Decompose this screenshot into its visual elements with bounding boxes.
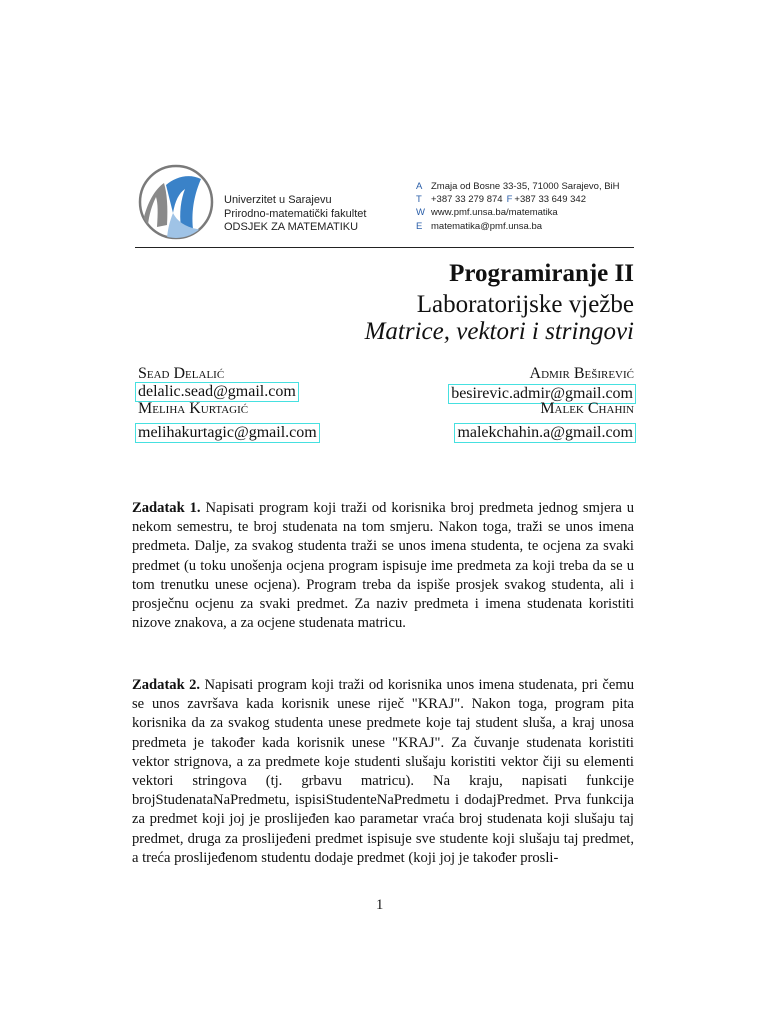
- university-line-3: ODSJEK ZA MATEMATIKU: [224, 221, 359, 233]
- phone-key: T: [416, 194, 422, 206]
- task-1: [132, 499, 634, 633]
- university-line-2: Prirodno-matematički fakultet: [224, 207, 367, 220]
- university-line-1: Univerzitet u Sarajevu: [224, 194, 332, 206]
- author-name-4: Malek Chahin: [540, 400, 634, 417]
- university-logo: [137, 163, 215, 241]
- task-2-label: Zadatak 2.: [132, 677, 201, 693]
- fax-text: +387 33 649 342: [514, 194, 586, 206]
- author-name-2: Admir Beširević: [529, 365, 634, 382]
- contact-address-row: [416, 180, 620, 193]
- contact-web-row: [416, 206, 620, 219]
- contact-phone-row: [416, 193, 620, 206]
- author-email-2[interactable]: besirevic.admir@gmail.com: [448, 384, 636, 404]
- header-divider: [135, 247, 634, 248]
- web-key: W: [416, 207, 425, 219]
- phone-text: +387 33 279 874: [431, 194, 503, 206]
- email-key: E: [416, 220, 423, 232]
- page-number: 1: [376, 897, 384, 913]
- fax-key: F: [506, 194, 513, 206]
- author-email-4[interactable]: malekchahin.a@gmail.com: [454, 423, 636, 443]
- web-text[interactable]: www.pmf.unsa.ba/matematika: [431, 207, 558, 219]
- page-topic: Matrice, vektori i stringovi: [364, 318, 634, 345]
- task-1-label: Zadatak 1.: [132, 500, 201, 516]
- page-title: Programiranje II: [449, 260, 634, 287]
- task-2-text: Napisati program koji traži od korisnika unos imena studenata, pri čemu se unos završava kada korisnik unese riječ "KRAJ". Nakon toga, program pita korisnika da za svakog studenta unese predmete koje taj student sluša, a kraj unosa predmeta je također kada korisnik unese "KRAJ". Za čuvanje studenata koristiti vektor strignova, a za predmete koje studenti slušaju koristiti vektor čiji su elementi vektori stringova (tj. grbavu matricu). Na kraju, napisati funkcije brojStudenataNaPredmetu, ispisiStudenteNaPredmetu i dodajPredmet. Prva funkcija za predmet koji joj je proslijeđen kao parametar vraća broj studenata koji slušaju taj predmet, druga za proslijeđeni predmet ispisuje sve studente koji slušaju taj predmet, a treća proslijeđenom studentu dodaje predmet (koji joj je također prosli-: [132, 677, 634, 866]
- author-email-3[interactable]: melihakurtagic@gmail.com: [135, 423, 320, 443]
- contact-email-row: [416, 220, 620, 233]
- contact-block: [416, 180, 620, 233]
- address-key: A: [416, 181, 423, 192]
- page-subtitle: Laboratorijske vježbe: [416, 291, 634, 318]
- author-name-1: Sead Delalić: [138, 365, 225, 382]
- university-name-block: [224, 194, 366, 235]
- email-text[interactable]: matematika@pmf.unsa.ba: [431, 220, 543, 232]
- task-2: [132, 676, 634, 868]
- author-name-3: Meliha Kurtagić: [138, 400, 249, 417]
- address-text: Zmaja od Bosne 33-35, 71000 Sarajevo, BiH: [431, 181, 620, 192]
- author-email-1[interactable]: delalic.sead@gmail.com: [135, 382, 299, 402]
- task-1-text: Napisati program koji traži od korisnika broj predmeta jednog smjera u nekom semestru, te broj studenata na tom smjeru. Nakon toga, traži se unos imena predmeta. Dalje, za svakog studenta traži se unos imena studenta, te ocjena za svaki predmet (u toku unošenja ocjena program ispisuje ime predmeta za koji treba da se u tom trenutku unese ocjena). Program treba da ispiše prosjek svakog studenta, ali i prosječnu ocjenu za svaki predmet. Za naziv predmeta i imena studenata koristiti nizove znakova, a za ocjene studenata matricu.: [132, 500, 635, 632]
